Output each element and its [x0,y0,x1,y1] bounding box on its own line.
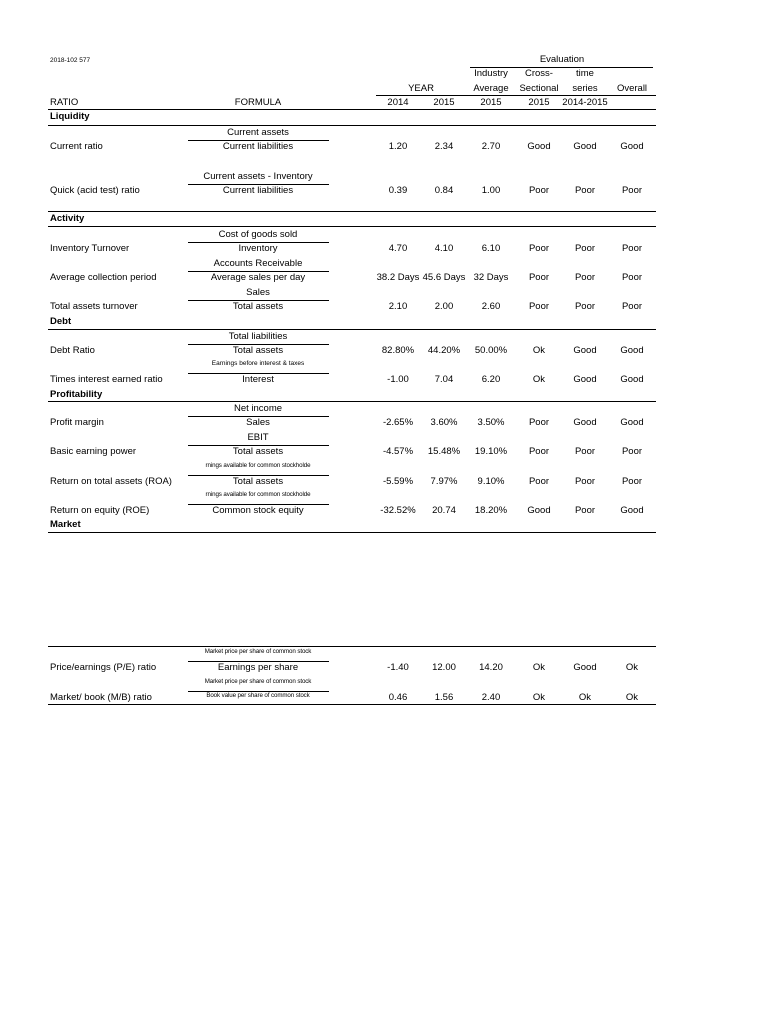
cell-ts: Good [573,374,597,385]
cell-cs: Good [527,141,551,152]
ratio-name: Total assets turnover [50,301,138,312]
cell-overall: Poor [621,446,643,457]
document-id: 2018-102 577 [50,57,91,64]
cell-cs: Ok [532,692,546,703]
cell-ts: Poor [574,505,596,516]
cell-overall: Ok [625,662,639,673]
cell-cs: Poor [528,301,550,312]
cell-v2014: -1.00 [387,374,409,385]
cell-v2014: 4.70 [388,243,408,254]
cell-v2015: 1.56 [434,692,454,703]
cell-cs: Good [527,505,551,516]
header-year: YEAR [408,83,434,94]
ratio-name: Debt Ratio [50,345,95,356]
cell-ts: Poor [574,476,596,487]
formula-denominator: Earnings per share [217,662,299,673]
cell-cs: Poor [528,185,550,196]
formula-denominator: Current liabilities [222,141,294,152]
formula-denominator: Book value per share of common stock [206,692,310,699]
header-series: series [572,83,598,94]
cell-overall: Good [620,345,644,356]
formula-numerator: Market price per share of common stock [204,648,312,655]
formula-denominator: Sales [246,417,270,428]
cell-cs: Poor [528,243,550,254]
formula-denominator: Current liabilities [222,185,294,196]
cell-ts: Poor [574,185,596,196]
formula-numerator: Cost of goods sold [218,229,298,240]
cell-cs: Poor [528,476,550,487]
cell-cs: Poor [528,446,550,457]
cell-ind: 50.00% [474,345,508,356]
header-average: Average [473,83,509,94]
header-formula: FORMULA [234,97,282,108]
cell-v2014: 0.46 [388,692,408,703]
cell-overall: Good [620,417,644,428]
formula-numerator: Sales [246,287,270,298]
cell-ind: 2.60 [481,301,501,312]
formula-denominator: Total assets [232,345,284,356]
formula-numerator: rnings available for common stockholde [205,462,311,469]
cell-ind: 1.00 [481,185,501,196]
cell-overall: Poor [621,243,643,254]
cell-ind: 19.10% [474,446,508,457]
cell-ts: Good [573,345,597,356]
cell-overall: Poor [621,185,643,196]
cell-cs: Ok [532,662,546,673]
ratio-name: Return on equity (ROE) [50,505,150,516]
header-overall: Overall [616,83,648,94]
header-ts-range: 2014-2015 [562,97,608,108]
cell-v2015: 7.97% [430,476,458,487]
cell-ind: 32 Days [473,272,509,283]
cell-ind: 14.20 [479,662,503,673]
cell-cs: Ok [532,374,546,385]
header-evaluation: Evaluation [539,54,585,65]
formula-denominator: Total assets [232,446,284,457]
formula-denominator: Inventory [238,243,278,254]
cell-overall: Poor [621,272,643,283]
formula-numerator: Net income [233,403,283,414]
header-ratio: RATIO [50,97,79,108]
cell-v2015: 4.10 [434,243,454,254]
cell-v2014: -5.59% [382,476,414,487]
cell-overall: Good [620,505,644,516]
cell-v2015: 15.48% [427,446,461,457]
cell-overall: Poor [621,301,643,312]
cell-ind: 2.40 [481,692,501,703]
cell-v2014: 0.39 [388,185,408,196]
formula-denominator: Interest [242,374,274,385]
cell-overall: Good [620,374,644,385]
cell-ind: 6.20 [481,374,501,385]
ratio-name: Current ratio [50,141,103,152]
section-activity: Activity [50,213,85,224]
cell-v2014: 38.2 Days [376,272,420,283]
header-time: time [576,68,594,79]
ratio-name: Times interest earned ratio [50,374,163,385]
formula-numerator: rnings available for common stockholde [205,491,311,498]
cell-ind: 6.10 [481,243,501,254]
cell-v2015: 3.60% [430,417,458,428]
cell-v2015: 0.84 [434,185,454,196]
header-2014: 2014 [387,97,409,108]
cell-v2014: -2.65% [382,417,414,428]
header-industry: Industry [474,68,508,79]
formula-denominator: Total assets [232,476,284,487]
header-cross: Cross- [525,68,553,79]
formula-denominator: Total assets [232,301,284,312]
cell-ind: 3.50% [477,417,505,428]
formula-numerator: Current assets - Inventory [203,171,313,182]
cell-ts: Good [573,141,597,152]
ratio-name: Price/earnings (P/E) ratio [50,662,157,673]
section-debt: Debt [50,316,72,327]
cell-ts: Poor [574,243,596,254]
section-market: Market [50,519,81,530]
cell-v2015: 2.34 [434,141,454,152]
header-cross-2015: 2015 [528,97,550,108]
cell-v2014: 2.10 [388,301,408,312]
ratio-name: Market/ book (M/B) ratio [50,692,152,703]
cell-v2015: 44.20% [427,345,461,356]
ratio-name: Inventory Turnover [50,243,130,254]
cell-ts: Good [573,662,597,673]
cell-ind: 18.20% [474,505,508,516]
cell-cs: Poor [528,417,550,428]
formula-denominator: Average sales per day [210,272,306,283]
cell-v2015: 45.6 Days [422,272,466,283]
ratio-name: Basic earning power [50,446,137,457]
cell-ts: Good [573,417,597,428]
cell-v2014: -1.40 [387,662,409,673]
cell-v2014: -32.52% [380,505,416,516]
ratio-name: Return on total assets (ROA) [50,476,172,487]
cell-ts: Poor [574,446,596,457]
ratio-name: Profit margin [50,417,104,428]
ratio-name: Average collection period [50,272,157,283]
section-liquidity: Liquidity [50,111,90,122]
ratio-name: Quick (acid test) ratio [50,185,140,196]
cell-overall: Poor [621,476,643,487]
cell-ind: 2.70 [481,141,501,152]
header-sectional: Sectional [519,83,559,94]
formula-numerator: Total liabilities [228,331,288,342]
cell-v2014: -4.57% [382,446,414,457]
cell-ts: Poor [574,301,596,312]
cell-v2015: 7.04 [434,374,454,385]
header-2015: 2015 [433,97,455,108]
formula-numerator: Market price per share of common stock [204,678,312,685]
section-profitability: Profitability [50,389,103,400]
header-industry-2015: 2015 [480,97,502,108]
cell-overall: Good [620,141,644,152]
cell-cs: Poor [528,272,550,283]
formula-numerator: Earnings before interest & taxes [211,360,305,367]
cell-v2015: 2.00 [434,301,454,312]
cell-ind: 9.10% [477,476,505,487]
formula-numerator: EBIT [247,432,269,443]
formula-numerator: Current assets [227,127,289,138]
cell-v2014: 82.80% [381,345,415,356]
cell-v2015: 12.00 [432,662,456,673]
formula-denominator: Common stock equity [212,505,304,516]
formula-numerator: Accounts Receivable [213,258,303,269]
cell-v2015: 20.74 [432,505,456,516]
cell-v2014: 1.20 [388,141,408,152]
cell-ts: Ok [578,692,592,703]
cell-ts: Poor [574,272,596,283]
cell-cs: Ok [532,345,546,356]
cell-overall: Ok [625,692,639,703]
